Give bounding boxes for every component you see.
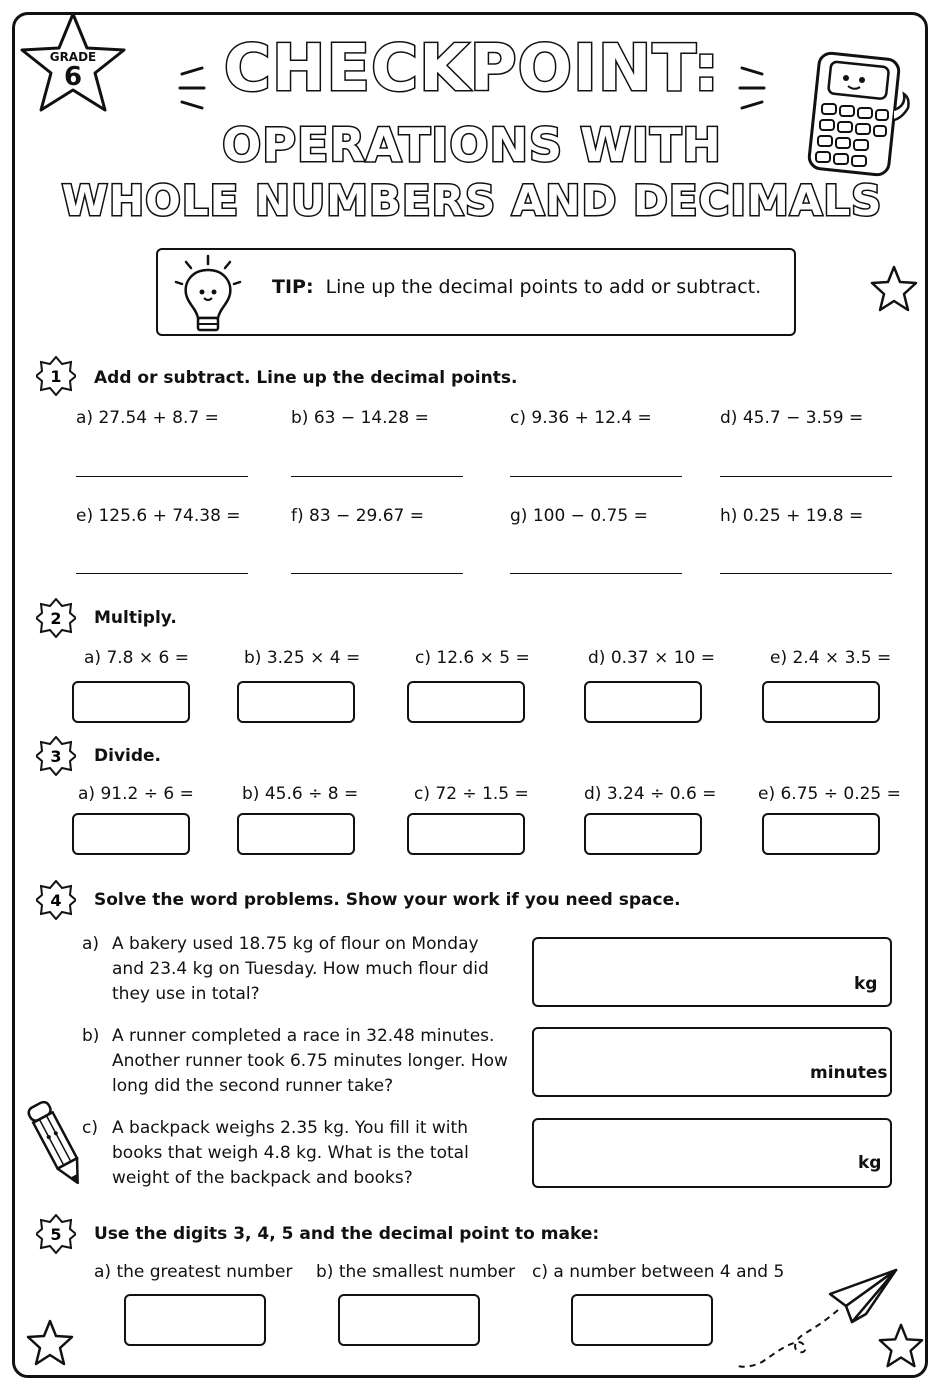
sparkle-icon xyxy=(178,66,208,110)
problem-1b: b) 63 − 14.28 = xyxy=(291,408,429,428)
problem-2c: c) 12.6 × 5 = xyxy=(415,648,530,668)
unit-label: minutes xyxy=(810,1063,888,1083)
lightbulb-icon xyxy=(172,252,244,336)
answer-box[interactable] xyxy=(571,1294,713,1346)
section-2-number: 2 xyxy=(50,609,62,628)
problem-2e: e) 2.4 × 3.5 = xyxy=(770,648,892,668)
section-number-badge xyxy=(36,1214,76,1254)
answer-box[interactable] xyxy=(237,681,355,723)
section-4-title: Solve the word problems. Show your work if you need space. xyxy=(94,890,681,910)
answer-box[interactable] xyxy=(72,681,190,723)
section-1-title: Add or subtract. Line up the decimal points. xyxy=(94,368,518,388)
problem-3c: c) 72 ÷ 1.5 = xyxy=(414,784,529,804)
answer-line[interactable] xyxy=(510,573,682,574)
section-3-title: Divide. xyxy=(94,746,162,766)
tip-body: Line up the decimal points to add or subtract. xyxy=(325,276,762,298)
answer-box[interactable] xyxy=(762,681,880,723)
problem-3e: e) 6.75 ÷ 0.25 = xyxy=(758,784,901,804)
tip-text xyxy=(272,276,761,298)
page-subtitle-2: WHOLE NUMBERS AND DECIMALS xyxy=(61,176,883,225)
answer-line[interactable] xyxy=(720,573,892,574)
word-problem-a xyxy=(82,932,522,1010)
answer-box[interactable] xyxy=(338,1294,480,1346)
answer-box[interactable] xyxy=(762,813,880,855)
answer-box[interactable] xyxy=(407,681,525,723)
answer-line[interactable] xyxy=(76,476,248,477)
section-number-badge xyxy=(36,598,76,638)
answer-line[interactable] xyxy=(510,476,682,477)
word-problem-label: a) xyxy=(82,934,100,954)
word-problem-label: c) xyxy=(82,1118,98,1138)
word-problem-label: b) xyxy=(82,1026,100,1046)
section-4-number: 4 xyxy=(50,891,62,910)
answer-box[interactable] xyxy=(532,1118,892,1188)
answer-box[interactable] xyxy=(72,813,190,855)
answer-box[interactable] xyxy=(407,813,525,855)
grade-label: GRADE xyxy=(49,50,97,64)
section-number-badge xyxy=(36,880,76,920)
answer-box[interactable] xyxy=(124,1294,266,1346)
problem-2a: a) 7.8 × 6 = xyxy=(84,648,190,668)
section-5-title: Use the digits 3, 4, 5 and the decimal point to make: xyxy=(94,1224,600,1244)
answer-box[interactable] xyxy=(237,813,355,855)
star-icon xyxy=(24,1318,76,1368)
answer-line[interactable] xyxy=(76,573,248,574)
word-problem-text: A bakery used 18.75 kg of flour on Monday and 23.4 kg on Tuesday. How much flour did they use in total? xyxy=(112,934,489,1004)
unit-label: kg xyxy=(854,974,878,994)
star-icon xyxy=(876,1322,926,1370)
problem-1f: f) 83 − 29.67 = xyxy=(291,506,425,526)
problem-1a: a) 27.54 + 8.7 = xyxy=(76,408,219,428)
section-2-title: Multiply. xyxy=(94,608,177,628)
section-number-badge xyxy=(36,356,76,396)
section-1-number: 1 xyxy=(50,367,62,386)
word-problem-c xyxy=(82,1116,522,1194)
answer-box[interactable] xyxy=(584,813,702,855)
word-problem-text: A runner completed a race in 32.48 minutes. Another runner took 6.75 minutes longer. How long did the second runner take? xyxy=(112,1026,508,1096)
problem-1c: c) 9.36 + 12.4 = xyxy=(510,408,652,428)
sparkle-icon xyxy=(736,66,766,110)
problem-5a: a) the greatest number xyxy=(94,1262,293,1282)
unit-label: kg xyxy=(858,1153,882,1173)
section-3-number: 3 xyxy=(50,747,62,766)
answer-box[interactable] xyxy=(532,937,892,1007)
problem-3d: d) 3.24 ÷ 0.6 = xyxy=(584,784,717,804)
problem-1d: d) 45.7 − 3.59 = xyxy=(720,408,864,428)
answer-box[interactable] xyxy=(532,1027,892,1097)
answer-box[interactable] xyxy=(584,681,702,723)
calculator-icon xyxy=(798,50,920,178)
problem-5b: b) the smallest number xyxy=(316,1262,516,1282)
problem-1g: g) 100 − 0.75 = xyxy=(510,506,648,526)
problem-3a: a) 91.2 ÷ 6 = xyxy=(78,784,194,804)
star-icon xyxy=(868,264,920,314)
answer-line[interactable] xyxy=(291,573,463,574)
page-subtitle-1: OPERATIONS WITH xyxy=(222,118,722,172)
problem-5c: c) a number between 4 and 5 xyxy=(532,1262,785,1282)
problem-2b: b) 3.25 × 4 = xyxy=(244,648,361,668)
section-5-number: 5 xyxy=(50,1225,62,1244)
problem-1e: e) 125.6 + 74.38 = xyxy=(76,506,241,526)
answer-line[interactable] xyxy=(291,476,463,477)
problem-1h: h) 0.25 + 19.8 = xyxy=(720,506,864,526)
word-problem-b xyxy=(82,1024,522,1102)
problem-3b: b) 45.6 ÷ 8 = xyxy=(242,784,359,804)
problem-2d: d) 0.37 × 10 = xyxy=(588,648,716,668)
tip-label: TIP: xyxy=(272,276,314,298)
grade-number: 6 xyxy=(63,62,83,92)
page-title: CHECKPOINT: xyxy=(223,32,721,106)
answer-line[interactable] xyxy=(720,476,892,477)
section-number-badge xyxy=(36,736,76,776)
pencil-icon xyxy=(24,1096,90,1192)
word-problem-text: A backpack weighs 2.35 kg. You fill it with books that weigh 4.8 kg. What is the total weight of the backpack and books? xyxy=(112,1118,469,1188)
